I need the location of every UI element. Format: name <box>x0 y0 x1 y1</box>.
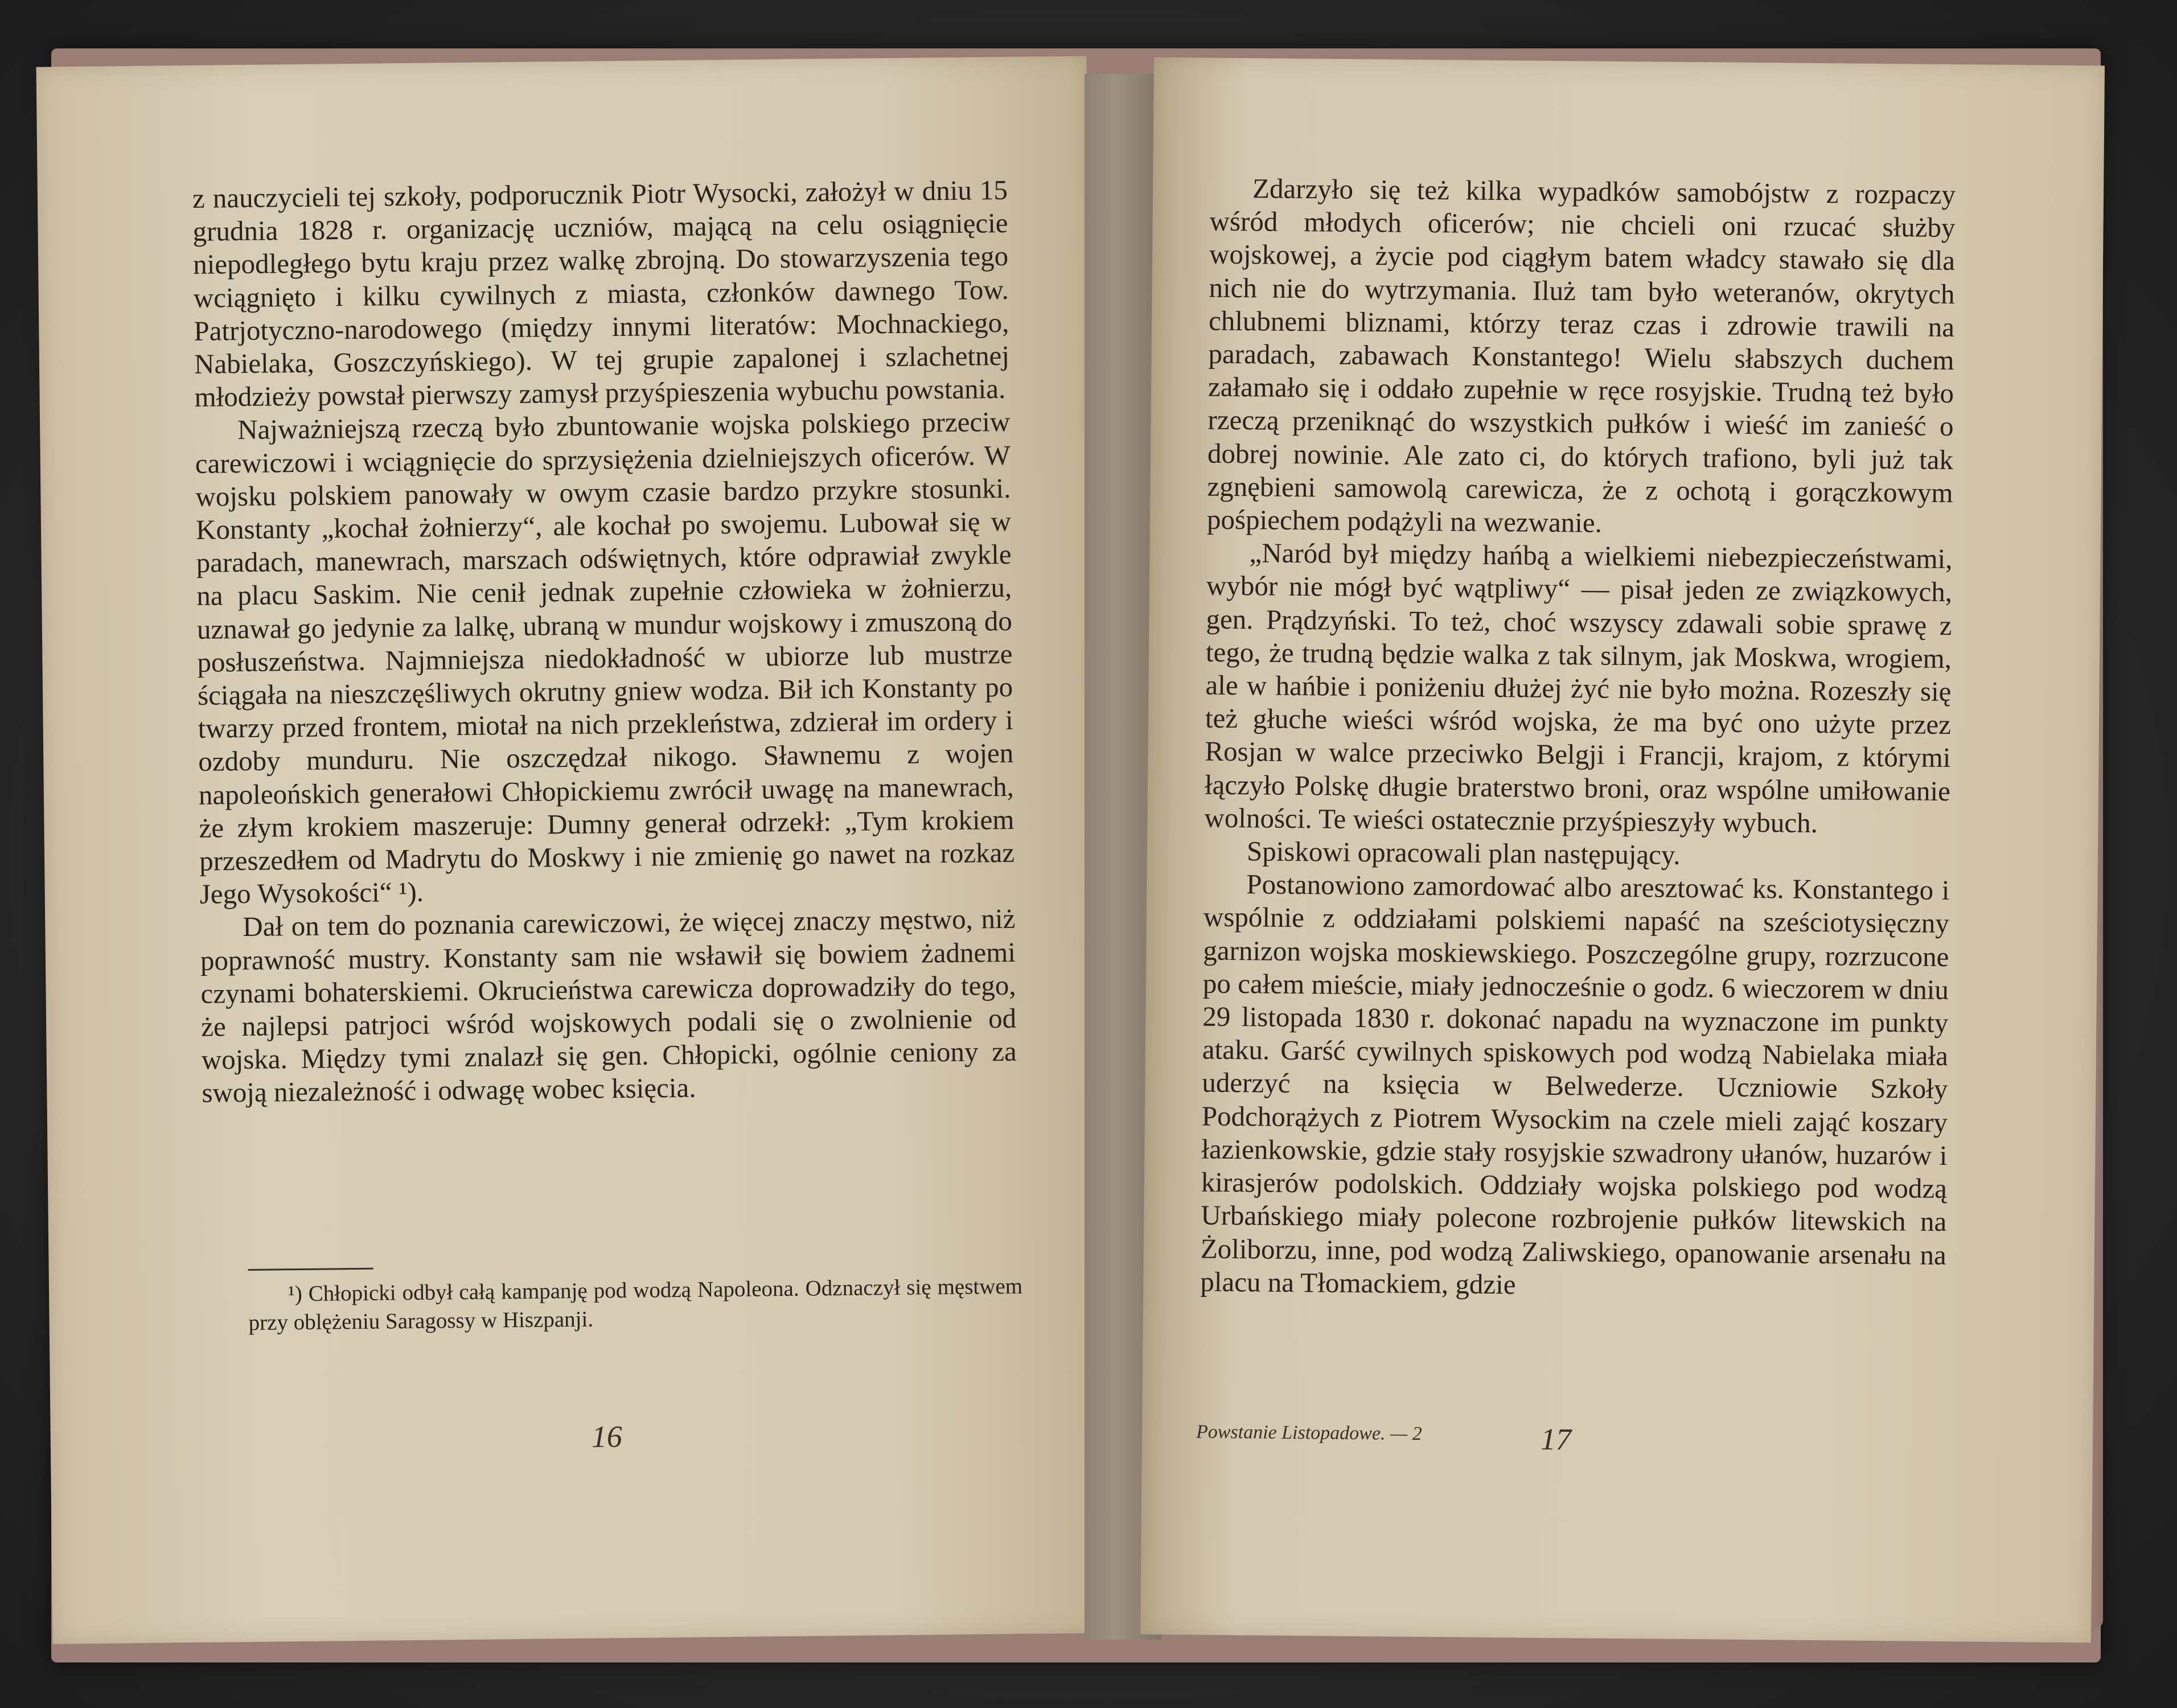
footnote-rule <box>248 1268 373 1271</box>
paragraph: „Naród był między hańbą a wielkiemi niebezpieczeństwami, wybór nie mógł być wątpliwy“ — pisał jeden ze związkowych, gen. Prądzyński. To też, choć wszyscy zdawali sobie sprawę z tego, że trudną będzie walka z tak silnym, jak Moskwa, wrogiem, ale w hańbie i poniżeniu dłużej żyć nie było można. Rozeszły się też głuche wieści wśród wojska, że ma być ono użyte przez Rosjan w walce przeciwko Belgji i Francji, krajom, z którymi łączyło Polskę długie braterstwo broni, oraz wspólne umiłowanie wolności. Te wieści ostatecznie przyśpieszyły wybuch. <box>1204 537 1953 839</box>
page-number: 17 <box>1540 1422 1572 1457</box>
paragraph: z nauczycieli tej szkoły, podporucznik Piotr Wysocki, założył w dniu 15 grudnia 1828 r. organizację uczniów, mającą na celu osiągnięcie niepodległego bytu kraju przez walkę zbrojną. Do stowarzyszenia tego wciągnięto i kilku cywilnych z miasta, członków dawnego Tow. Patrjotyczno-narodowego (między innymi literatów: Mochnackiego, Nabielaka, Goszczyńskiego). W tej grupie zapalonej i szlachetnej młodzieży powstał pierwszy zamysł przyśpieszenia wybuchu powstania. <box>192 174 1010 413</box>
footnote: ¹) Chłopicki odbył całą kampanję pod wodzą Napoleona. Odznaczył się męstwem przy oblężeniu Saragossy w Hiszpanji. <box>248 1274 1023 1335</box>
paragraph: Najważniejszą rzeczą było zbuntowanie wojska polskiego przeciw carewiczowi i wciągnięcie do sprzysiężenia dzielniejszych oficerów. W wojsku polskiem panowały w owym czasie bardzo przykre stosunki. Konstanty „kochał żołnierzy“, ale kochał po swojemu. Lubował się w paradach, manewrach, marszach odświętnych, które odprawiał zwykle na placu Saskim. Nie cenił jednak zupełnie człowieka w żołnierzu, uznawał go jedynie za lalkę, ubraną w mundur wojskowy i zmuszoną do posłuszeństwa. Najmniejsza niedokładność w ubiorze lub mustrze ściągała na nieszczęśliwych okrutny gniew wodza. Bił ich Konstanty po twarzy przed frontem, miotał na nich przekleństwa, zdzierał im ordery i ozdoby munduru. Nie oszczędzał nikogo. Sławnemu z wojen napoleońskich generałowi Chłopickiemu zwrócił uwagę na manewrach, że złym krokiem maszeruje: Dumny generał odrzekł: „Tym krokiem przeszedłem od Madrytu do Moskwy i nie zmienię go nawet na rozkaz Jego Wysokości“ ¹). <box>195 406 1015 910</box>
signature-mark: Powstanie Listopadowe. — 2 <box>1196 1421 1422 1444</box>
page-number: 16 <box>591 1419 623 1454</box>
paragraph: Postanowiono zamordować albo aresztować ks. Konstantego i wspólnie z oddziałami polskiemi napaść na sześciotysięczny garnizon wojska moskiewskiego. Poszczególne grupy, rozrzucone po całem mieście, miały jednocześnie o godz. 6 wieczorem w dniu 29 listopada 1830 r. dokonać napadu na wyznaczone im punkty ataku. Garść cywilnych spiskowych pod wodzą Nabielaka miała uderzyć na księcia w Belwederze. Uczniowie Szkoły Podchorążych z Piotrem Wysockim na czele mieli zająć koszary łazienkowskie, gdzie stały rosyjskie szwadrony ułanów, huzarów i kirasjerów podolskich. Oddziały wojska polskiego pod wodzą Urbańskiego miały polecone rozbrojenie pułków litewskich na Żoliborzu, inne, pod wodzą Zaliwskiego, opanowanie arsenału na placu na Tłomackiem, gdzie <box>1200 868 1950 1300</box>
paragraph: Spiskowi opracowali plan następujący. <box>1246 835 1681 871</box>
paragraph: Zdarzyło się też kilka wypadków samobójstw z rozpaczy wśród młodych oficerów; nie chcieli oni rzucać służby wojskowej, a życie pod ciągłym batem władcy stawało się dla nich nie do wytrzymania. Iluż tam było weteranów, okrytych chlubnemi bliznami, którzy teraz czas i zdrowie trawili na paradach, zabawach Konstantego! Wielu słabszych duchem załamało się i oddało zupełnie w ręce rosyjskie. Trudną też było rzeczą przeniknąć do wszystkich pułków i wieść im zanieść o dobrej nowinie. Ale zato ci, do których trafiono, byli już tak zgnębieni samowolą carewicza, że z ochotą i gorączkowym pośpiechem podążyli na wezwanie. <box>1206 173 1956 539</box>
right-page-body <box>1200 172 1956 1305</box>
left-page <box>36 56 1103 1644</box>
left-page-body <box>192 174 1017 1110</box>
right-page <box>1140 58 2105 1643</box>
paragraph: Dał on tem do poznania carewiczowi, że więcej znaczy męstwo, niż poprawność mustry. Konstanty sam nie wsławił się bowiem żadnemi czynami bohaterskiemi. Okrucieństwa carewicza doprowadziły do tego, że najlepsi patrjoci wśród wojskowych podali się o zwolnienie od wojska. Między tymi znalazł się gen. Chłopicki, ogólnie ceniony za swoją niezależność i odwagę wobec księcia. <box>200 903 1017 1109</box>
